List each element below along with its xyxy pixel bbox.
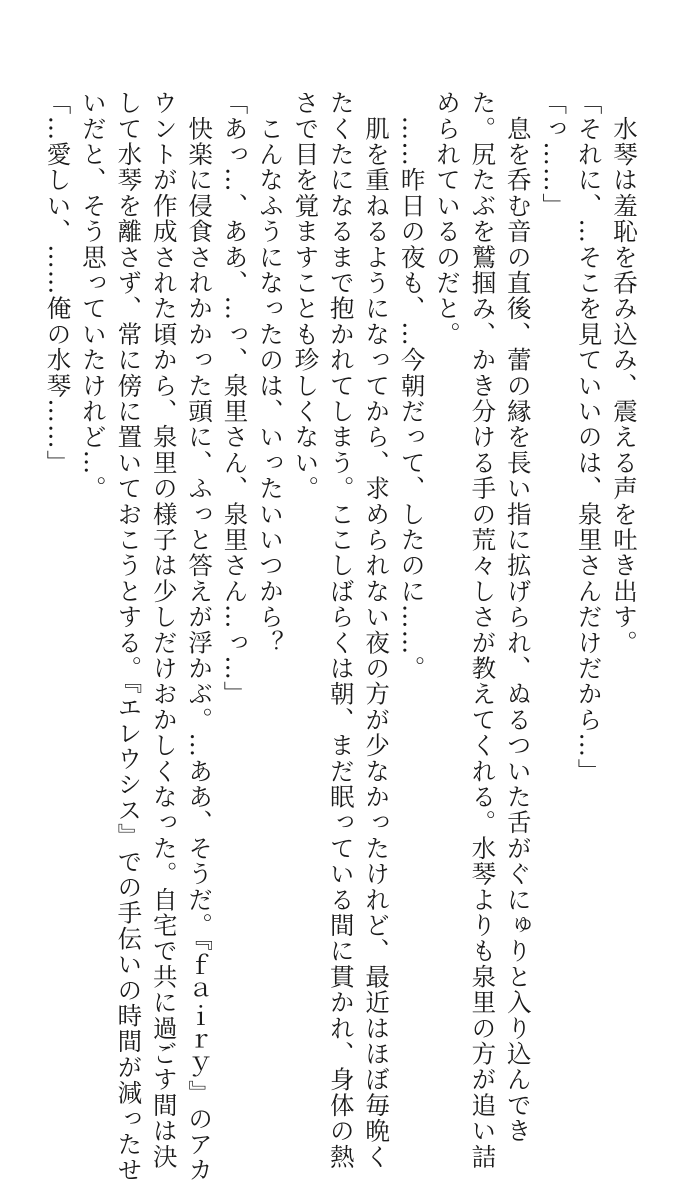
text-line: さで目を覚ますことも珍しくない。 [291, 90, 321, 502]
text-line: 「っ……」 [539, 90, 569, 219]
text-line: いだと、そう思っていたけれど…。 [78, 90, 108, 502]
text-line: た。尻たぶを鷲掴み、かき分ける手の荒々しさが教えてくれる。水琴よりも泉里の方が追い詰 [468, 90, 498, 1170]
text-line: 「それに、…そこを見ていいのは、泉里さんだけだから…」 [574, 90, 604, 784]
text-line: 「あっ…、ああ、…っ、泉里さん、泉里さん…っ…」 [220, 90, 250, 707]
text-line: められているのだと。 [432, 90, 462, 347]
text-line: ウントが作成された頃から、泉里の様子は少しだけおかしくなった。自宅で共に過ごす間は決 [149, 90, 179, 1170]
vertical-text-body [40, 90, 642, 1183]
text-line: たくたになるまで抱かれてしまう。ここしばらくは朝、まだ眠っている間に貫かれ、身体の熱 [326, 90, 356, 1170]
text-line: ……昨日の夜も、…今朝だって、したのに……。 [397, 90, 427, 682]
text-line: 息を呑む音の直後、蕾の縁を長い指に拡げられ、ぬるついた舌がぐにゅりと入り込んでき [503, 90, 533, 1144]
text-line: 肌を重ねるようになってから、求められない夜の方が少なかったけれど、最近はほぼ毎晩く [362, 90, 392, 1170]
text-line: こんなふうになったのは、いったいいつから？ [255, 90, 285, 656]
text-line: 「…愛しい、……俺の水琴……」 [43, 90, 73, 476]
text-line: して水琴を離さず、常に傍に置いておこうとする。『エレウシス』での手伝いの時間が減ったせ [114, 90, 144, 1183]
text-line: 快楽に侵食されかかった頭に、ふっと答えが浮かぶ。…ああ、そうだ。『ｆａｉｒｙ』のアカ [185, 90, 215, 1183]
text-line: 水琴は羞恥を呑み込み、震える声を吐き出す。 [610, 90, 639, 656]
